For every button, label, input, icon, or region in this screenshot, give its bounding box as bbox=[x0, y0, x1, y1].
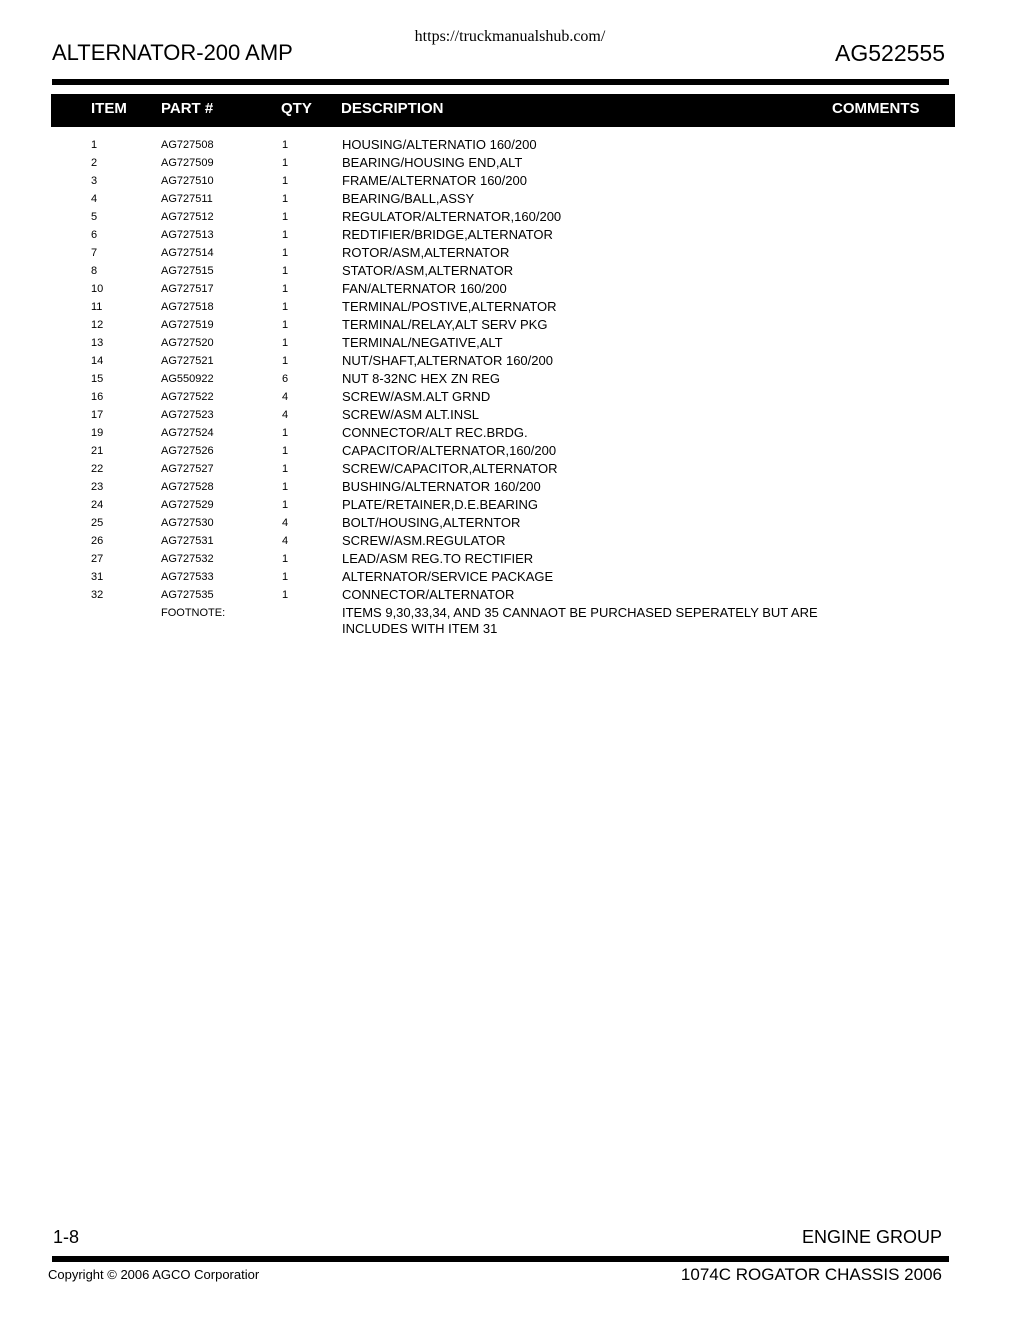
cell-description: FRAME/ALTERNATOR 160/200 bbox=[342, 173, 527, 188]
cell-item: 15 bbox=[91, 373, 104, 385]
table-row bbox=[0, 533, 1020, 551]
table-row bbox=[0, 443, 1020, 461]
cell-description: BEARING/HOUSING END,ALT bbox=[342, 155, 523, 170]
cell-description: PLATE/RETAINER,D.E.BEARING bbox=[342, 497, 539, 512]
cell-item: 17 bbox=[91, 409, 104, 421]
table-row bbox=[0, 497, 1020, 515]
cell-qty: 1 bbox=[282, 193, 289, 205]
table-row bbox=[0, 299, 1020, 317]
cell-part: AG727514 bbox=[161, 247, 214, 259]
cell-description: NUT/SHAFT,ALTERNATOR 160/200 bbox=[342, 353, 553, 368]
cell-part: AG727509 bbox=[161, 157, 214, 169]
cell-qty: 1 bbox=[282, 247, 289, 259]
cell-qty: 1 bbox=[282, 139, 289, 151]
cell-description: ALTERNATOR/SERVICE PACKAGE bbox=[342, 569, 554, 584]
cell-part: AG727528 bbox=[161, 481, 214, 493]
cell-description: FAN/ALTERNATOR 160/200 bbox=[342, 281, 507, 296]
cell-item: 23 bbox=[91, 481, 104, 493]
cell-qty: 1 bbox=[282, 337, 289, 349]
footnote-row bbox=[0, 605, 1020, 639]
cell-qty: 1 bbox=[282, 265, 289, 277]
table-row bbox=[0, 479, 1020, 497]
cell-qty: 1 bbox=[282, 319, 289, 331]
footnote-label: FOOTNOTE: bbox=[161, 607, 226, 619]
cell-qty: 4 bbox=[282, 409, 289, 421]
table-row bbox=[0, 155, 1020, 173]
cell-qty: 1 bbox=[282, 175, 289, 187]
cell-part: AG727535 bbox=[161, 589, 214, 601]
cell-description: REGULATOR/ALTERNATOR,160/200 bbox=[342, 209, 562, 224]
cell-item: 3 bbox=[91, 175, 98, 187]
cell-item: 7 bbox=[91, 247, 98, 259]
table-row bbox=[0, 587, 1020, 605]
table-row bbox=[0, 191, 1020, 209]
cell-item: 8 bbox=[91, 265, 98, 277]
cell-part: AG727513 bbox=[161, 229, 214, 241]
cell-item: 13 bbox=[91, 337, 104, 349]
table-row bbox=[0, 353, 1020, 371]
cell-description: BEARING/BALL,ASSY bbox=[342, 191, 475, 206]
cell-part: AG727527 bbox=[161, 463, 214, 475]
cell-part: AG727533 bbox=[161, 571, 214, 583]
cell-qty: 1 bbox=[282, 427, 289, 439]
page-title: ALTERNATOR-200 AMP bbox=[52, 40, 293, 65]
cell-qty: 1 bbox=[282, 553, 289, 565]
cell-part: AG727519 bbox=[161, 319, 214, 331]
cell-part: AG727529 bbox=[161, 499, 214, 511]
cell-description: CONNECTOR/ALT REC.BRDG. bbox=[342, 425, 528, 440]
table-row bbox=[0, 551, 1020, 569]
cell-item: 5 bbox=[91, 211, 98, 223]
source-url: https://truckmanualshub.com/ bbox=[414, 28, 606, 45]
cell-description: TERMINAL/RELAY,ALT SERV PKG bbox=[342, 317, 548, 332]
cell-item: 4 bbox=[91, 193, 98, 205]
table-row bbox=[0, 245, 1020, 263]
cell-item: 14 bbox=[91, 355, 104, 367]
cell-qty: 1 bbox=[282, 589, 289, 601]
cell-description: CONNECTOR/ALTERNATOR bbox=[342, 587, 515, 602]
cell-item: 12 bbox=[91, 319, 104, 331]
cell-qty: 1 bbox=[282, 283, 289, 295]
cell-item: 25 bbox=[91, 517, 104, 529]
table-row bbox=[0, 209, 1020, 227]
table-row bbox=[0, 425, 1020, 443]
table-row bbox=[0, 389, 1020, 407]
cell-description: TERMINAL/POSTIVE,ALTERNATOR bbox=[342, 299, 557, 314]
copyright: Copyright © 2006 AGCO Corporatior bbox=[48, 1267, 260, 1282]
cell-description: STATOR/ASM,ALTERNATOR bbox=[342, 263, 514, 278]
header-comments: COMMENTS bbox=[832, 100, 920, 117]
cell-part: AG727517 bbox=[161, 283, 214, 295]
table-row bbox=[0, 263, 1020, 281]
table-row bbox=[0, 407, 1020, 425]
cell-part: AG727526 bbox=[161, 445, 214, 457]
cell-description: REDTIFIER/BRIDGE,ALTERNATOR bbox=[342, 227, 553, 242]
cell-item: 6 bbox=[91, 229, 98, 241]
model-name: 1074C ROGATOR CHASSIS 2006 bbox=[680, 1265, 942, 1284]
table-row bbox=[0, 335, 1020, 353]
cell-item: 31 bbox=[91, 571, 104, 583]
cell-qty: 1 bbox=[282, 157, 289, 169]
cell-item: 2 bbox=[91, 157, 98, 169]
table-row bbox=[0, 515, 1020, 533]
cell-qty: 1 bbox=[282, 355, 289, 367]
cell-part: AG727523 bbox=[161, 409, 214, 421]
cell-part: AG727521 bbox=[161, 355, 214, 367]
cell-qty: 1 bbox=[282, 463, 289, 475]
cell-part: AG727520 bbox=[161, 337, 214, 349]
header-item: ITEM bbox=[91, 100, 127, 117]
assembly-part-number: AG522555 bbox=[835, 40, 945, 66]
cell-part: AG727522 bbox=[161, 391, 214, 403]
footnote-text: ITEMS 9,30,33,34, AND 35 CANNAOT BE PURCHASED SEPERATELY BUT ARE INCLUDES WITH ITEM 31 bbox=[342, 605, 818, 636]
header-description: DESCRIPTION bbox=[341, 100, 444, 117]
cell-description: LEAD/ASM REG.TO RECTIFIER bbox=[342, 551, 534, 566]
section-group: ENGINE GROUP bbox=[801, 1227, 942, 1247]
table-row bbox=[0, 173, 1020, 191]
cell-part: AG727532 bbox=[161, 553, 214, 565]
cell-part: AG550922 bbox=[161, 373, 214, 385]
cell-item: 1 bbox=[91, 139, 98, 151]
table-row bbox=[0, 461, 1020, 479]
cell-part: AG727512 bbox=[161, 211, 214, 223]
table-row bbox=[0, 317, 1020, 335]
cell-qty: 1 bbox=[282, 229, 289, 241]
cell-description: SCREW/ASM ALT.INSL bbox=[342, 407, 480, 422]
cell-qty: 1 bbox=[282, 301, 289, 313]
cell-description: BUSHING/ALTERNATOR 160/200 bbox=[342, 479, 541, 494]
cell-description: BOLT/HOUSING,ALTERNTOR bbox=[342, 515, 521, 530]
cell-item: 24 bbox=[91, 499, 104, 511]
cell-qty: 4 bbox=[282, 517, 289, 529]
parts-table-body bbox=[0, 137, 1020, 639]
cell-qty: 4 bbox=[282, 391, 289, 403]
cell-description: CAPACITOR/ALTERNATOR,160/200 bbox=[342, 443, 557, 458]
table-row bbox=[0, 281, 1020, 299]
cell-description: NUT 8-32NC HEX ZN REG bbox=[342, 371, 500, 386]
cell-qty: 1 bbox=[282, 445, 289, 457]
cell-part: AG727511 bbox=[161, 193, 213, 205]
cell-item: 27 bbox=[91, 553, 104, 565]
cell-qty: 1 bbox=[282, 211, 289, 223]
cell-item: 16 bbox=[91, 391, 104, 403]
cell-item: 10 bbox=[91, 283, 104, 295]
cell-part: AG727518 bbox=[161, 301, 214, 313]
table-row bbox=[0, 227, 1020, 245]
cell-qty: 4 bbox=[282, 535, 289, 547]
cell-item: 32 bbox=[91, 589, 104, 601]
table-row bbox=[0, 137, 1020, 155]
table-row bbox=[0, 371, 1020, 389]
cell-part: AG727515 bbox=[161, 265, 214, 277]
cell-qty: 6 bbox=[282, 373, 289, 385]
cell-part: AG727524 bbox=[161, 427, 214, 439]
cell-part: AG727530 bbox=[161, 517, 214, 529]
cell-item: 21 bbox=[91, 445, 104, 457]
cell-description: TERMINAL/NEGATIVE,ALT bbox=[342, 335, 503, 350]
cell-description: SCREW/CAPACITOR,ALTERNATOR bbox=[342, 461, 558, 476]
cell-qty: 1 bbox=[282, 499, 289, 511]
page-number: 1-8 bbox=[53, 1227, 80, 1247]
cell-description: SCREW/ASM.REGULATOR bbox=[342, 533, 506, 548]
cell-part: AG727508 bbox=[161, 139, 214, 151]
cell-description: ROTOR/ASM,ALTERNATOR bbox=[342, 245, 510, 260]
cell-item: 26 bbox=[91, 535, 104, 547]
table-header bbox=[51, 94, 955, 127]
cell-part: AG727510 bbox=[161, 175, 214, 187]
cell-description: SCREW/ASM.ALT GRND bbox=[342, 389, 491, 404]
header-qty: QTY bbox=[281, 100, 312, 117]
cell-item: 11 bbox=[91, 301, 103, 313]
cell-qty: 1 bbox=[282, 481, 289, 493]
cell-qty: 1 bbox=[282, 571, 289, 583]
cell-item: 19 bbox=[91, 427, 104, 439]
header-part: PART # bbox=[161, 100, 214, 117]
footer-rule bbox=[52, 1256, 949, 1262]
header-rule bbox=[52, 79, 949, 85]
cell-part: AG727531 bbox=[161, 535, 214, 547]
table-row bbox=[0, 569, 1020, 587]
cell-item: 22 bbox=[91, 463, 104, 475]
cell-description: HOUSING/ALTERNATIO 160/200 bbox=[342, 137, 537, 152]
